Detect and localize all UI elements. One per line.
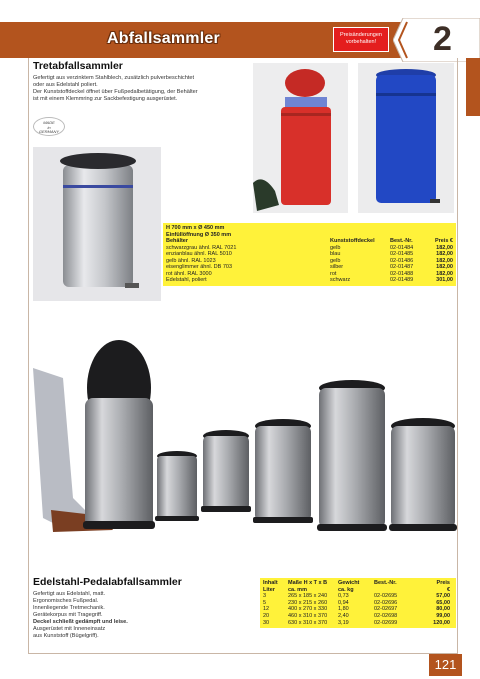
table-cell: 120,00 <box>433 619 450 626</box>
table-cell: schwarz <box>330 277 351 283</box>
table-cell: rot <box>330 270 337 277</box>
table-cell: 80,00 <box>436 606 450 613</box>
table-row <box>263 600 453 607</box>
table-cell: 0,94 <box>338 599 349 606</box>
desc-line: Innenliegende Tretmechanik. <box>33 605 105 611</box>
section1-description <box>33 75 248 103</box>
table-cell: silber <box>330 264 344 270</box>
section2-description <box>33 591 253 640</box>
spec-line: H 700 mm x Ø 450 mm <box>166 225 225 231</box>
product-photo-blue-bin <box>358 63 454 213</box>
table-cell: 0,73 <box>338 593 349 600</box>
table-body <box>166 245 453 284</box>
product-photo-silver-bin <box>33 147 161 301</box>
table-cell: 400 x 270 x 330 <box>288 606 328 613</box>
table-cell: 182,00 <box>436 264 453 270</box>
table-cell: 02-02699 <box>374 619 398 626</box>
table-cell: 230 x 215 x 260 <box>288 599 328 606</box>
table-cell: 182,00 <box>436 270 453 277</box>
table-header-row <box>263 580 453 587</box>
column-header: ca. mm <box>288 586 307 593</box>
table-cell: 02-01484 <box>390 244 414 251</box>
table-cell: 02-02697 <box>374 606 398 613</box>
product-photo-pedal-bins <box>33 318 458 568</box>
table-cell: 12 <box>263 606 270 613</box>
table-cell: 460 x 310 x 370 <box>288 612 328 619</box>
desc-line: Gefertigt aus Edelstahl, matt. <box>33 591 106 597</box>
table-cell: 182,00 <box>436 251 453 257</box>
table-cell: rot ähnl. RAL 3000 <box>166 270 212 277</box>
table-cell: 02-02698 <box>374 612 398 619</box>
table-row <box>263 620 453 627</box>
table-cell: 02-01487 <box>390 264 414 270</box>
table-cell: 630 x 310 x 370 <box>288 619 328 626</box>
table-cell: 182,00 <box>436 244 453 251</box>
price-table-tretabfallsammler <box>163 223 456 286</box>
table-cell: 2,40 <box>338 612 349 619</box>
red-bin-illustration <box>253 63 348 213</box>
column-header: Best.-Nr. <box>374 580 397 586</box>
table-cell: blau <box>330 251 341 257</box>
desc-line: Ergonomisches Fußpedal. <box>33 598 99 604</box>
blue-bin-illustration <box>358 63 454 213</box>
section-title-edelstahl-pedalabfallsammler: Edelstahl-Pedalabfallsammler <box>33 576 182 588</box>
price-notice-badge: Preisänderungen vorbehalten! <box>333 27 389 52</box>
price-table-pedal-bins <box>260 578 456 628</box>
table-cell: Edelstahl, poliert <box>166 277 207 283</box>
page-title: Abfallsammler <box>107 30 220 47</box>
column-header: Liter <box>263 586 275 593</box>
desc-line: Der Kunststoffdeckel öffnet über Fußpedalbetätigung, der Behälter <box>33 89 198 95</box>
table-cell: 02-02696 <box>374 599 398 606</box>
table-header-row <box>263 587 453 594</box>
pedal-bins-illustration <box>33 318 458 568</box>
column-header: Inhalt <box>263 580 278 586</box>
made-in-germany-logo: MADE in GERMANY <box>33 117 65 136</box>
section-title-tretabfallsammler: Tretabfallsammler <box>33 60 123 72</box>
table-row <box>166 277 453 284</box>
spec-line: Einfüllöffnung Ø 350 mm <box>166 231 232 238</box>
column-header: Preis <box>436 580 450 586</box>
column-header <box>374 587 414 594</box>
desc-line: oder aus Edelstahl poliert. <box>33 82 98 88</box>
desc-line: Gefertigt aus verzinktem Stahlblech, zusätzlich pulverbeschichtet <box>33 75 195 81</box>
table-row <box>263 593 453 600</box>
table-body <box>263 593 453 626</box>
table-cell: 57,00 <box>436 593 450 600</box>
table-cell: 3 <box>263 593 267 600</box>
desc-line: ist mit einem Klemmring zur Sackbefestigung ausgerüstet. <box>33 96 178 102</box>
desc-line: Ausgerüstet mit Inneneinsatz <box>33 626 106 632</box>
chapter-number: 2 <box>433 20 452 58</box>
table-cell: 3,19 <box>338 619 349 626</box>
table-cell: gelb <box>330 244 341 251</box>
table-cell: 02-02695 <box>374 593 398 600</box>
table-cell: 1,80 <box>338 606 349 613</box>
table-cell: 30 <box>263 619 270 626</box>
table-cell: 02-01485 <box>390 251 414 257</box>
desc-line: Gerätekorpus mit Tragegriff. <box>33 612 103 618</box>
column-header: Kunststoffdeckel <box>330 238 375 244</box>
page-number: 121 <box>429 654 462 676</box>
side-strip <box>466 58 480 116</box>
table-cell: 265 x 185 x 240 <box>288 593 328 600</box>
table-row <box>263 606 453 613</box>
column-header: ca. kg <box>338 586 354 593</box>
column-header: Preis € <box>434 238 453 244</box>
product-photo-red-bin <box>253 63 348 213</box>
table-cell: enzianblau ähnl. RAL 5010 <box>166 251 232 257</box>
table-cell: 20 <box>263 612 270 619</box>
column-header: Behälter <box>166 238 189 244</box>
table-cell: schwarzgrau ähnl. RAL 7021 <box>166 244 237 251</box>
table-cell: 5 <box>263 599 267 606</box>
silver-bin-illustration <box>33 147 161 301</box>
table-cell: 02-01486 <box>390 257 414 264</box>
table-cell: 02-01489 <box>390 277 414 283</box>
table-cell: eisenglimmer ähnl. DB 703 <box>166 264 233 270</box>
table-row <box>263 613 453 620</box>
table-cell: gelb ähnl. RAL 1023 <box>166 257 216 264</box>
column-header: Best.-Nr. <box>390 238 413 244</box>
table-cell: 02-01488 <box>390 270 414 277</box>
table-cell: 182,00 <box>436 257 453 264</box>
desc-line: aus Kunststoff (Bügelgriff). <box>33 633 99 639</box>
column-header: € <box>446 586 450 593</box>
table-cell: 65,00 <box>436 599 450 606</box>
column-header: Maße H x T x B <box>288 580 328 586</box>
table-cell: 99,00 <box>436 612 450 619</box>
table-cell: 301,00 <box>436 277 453 283</box>
desc-line-bold: Deckel schließt gedämpft und leise. <box>33 619 128 625</box>
table-cell: gelb <box>330 257 341 264</box>
column-header: Gewicht <box>338 580 360 586</box>
